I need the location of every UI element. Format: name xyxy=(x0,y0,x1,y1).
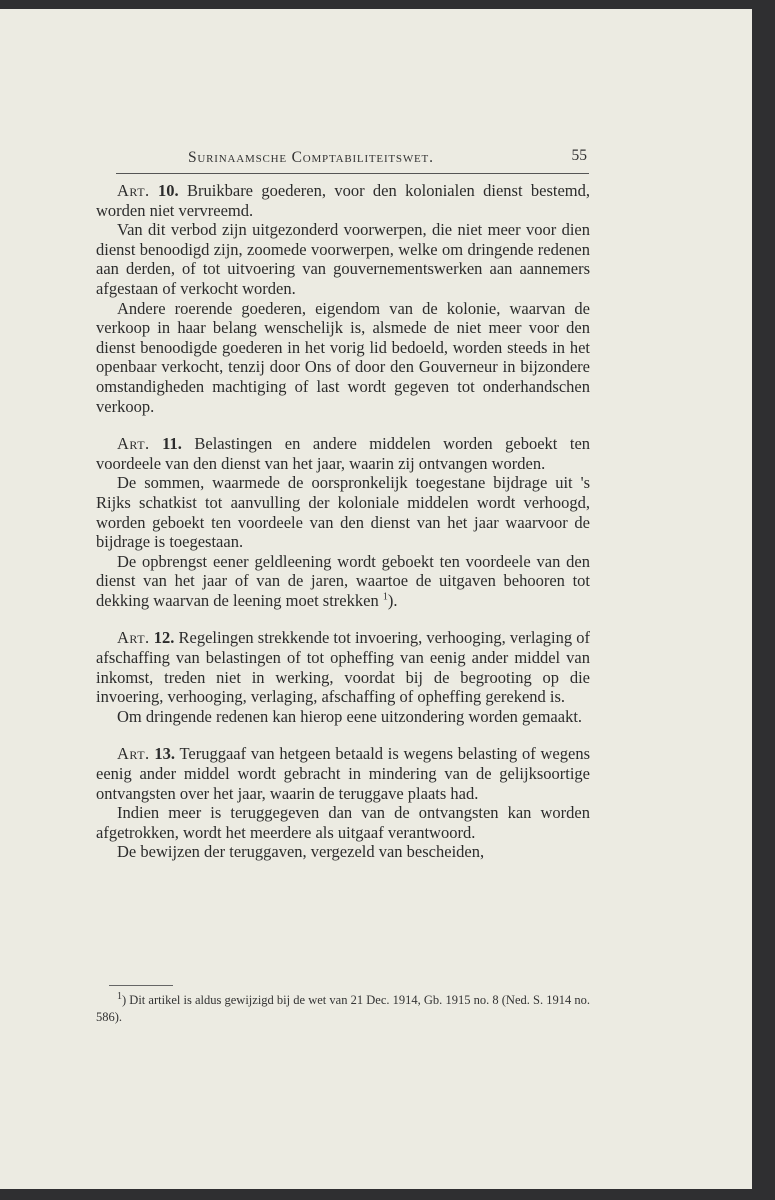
paragraph: Van dit verbod zijn uitgezonderd voorwerpen, die niet meer voor dien dienst benoodigd zijn, zoomede voorwerpen, welke om dringende redenen aan derden, of tot uitvoering van gouvernementswerken aan aannemers afgestaan of verkocht worden. xyxy=(96,220,590,298)
paragraph: De sommen, waarmede de oorspronkelijk toegestane bijdrage uit 's Rijks schatkist tot aanvulling der koloniale middelen wordt verhoogd, worden geboekt ten voordeele van den dienst van het jaar waarvoor de bijdrage is toegestaan. xyxy=(96,473,590,552)
article-number: 10. xyxy=(158,181,179,200)
running-title: Surinaamsche Comptabiliteitswet. xyxy=(188,149,434,166)
footnote xyxy=(96,992,590,1026)
paragraph: Regelingen strekkende tot invoering, verhooging, verlaging of afschaffing van belastingen of tot opheffing van eenig ander middel van inkomst, treden niet in werking, voordat bij de begrooting op die invoering, verhooging, verlaging, afschaffing of opheffing gerekend is. xyxy=(96,628,591,707)
footnote-divider xyxy=(109,985,173,986)
paragraph: Om dringende redenen kan hierop eene uitzondering worden gemaakt. xyxy=(117,706,583,726)
article-label: Art. xyxy=(117,744,150,764)
body-text xyxy=(96,181,590,880)
paragraph: Belastingen en andere middelen worden geboekt ten voordeele van den dienst van het jaar, waarin zij ontvangen worden. xyxy=(96,434,591,473)
article-12 xyxy=(96,628,590,726)
footnote-reference-suffix: ). xyxy=(387,590,398,610)
page-number: 55 xyxy=(571,147,587,164)
paragraph: Andere roerende goederen, eigendom van de kolonie, waarvan de verkoop in haar belang wenschelijk is, alsmede de niet meer voor den dienst benoodigde goederen in het vorig lid bedoeld, worden steeds in het openbaar verkocht, tenzij door Ons of door den Gouverneur in bijzondere omstandigheden machtiging of last wordt gegeven tot onderhandschen verkoop. xyxy=(96,298,590,416)
footnote-marker: 1 xyxy=(117,990,122,1002)
article-13 xyxy=(96,744,590,862)
article-label: Art. xyxy=(117,628,150,648)
article-label: Art. xyxy=(117,181,150,200)
paragraph: De bewijzen der teruggaven, vergezeld van bescheiden, xyxy=(117,842,485,862)
paragraph: Bruikbare goederen, voor den kolonialen dienst bestemd, worden niet vervreemd. xyxy=(96,181,591,220)
paragraph: De opbrengst eener geldleening wordt geboekt ten voordeele van den dienst van het jaar of van de jaren, waartoe de uitgaven behooren tot dekking waarvan de leening moet strekken xyxy=(96,551,590,610)
paragraph: Teruggaaf van hetgeen betaald is wegens belasting of wegens eenig ander middel wordt gebracht in mindering van de gelijksoortige ontvangsten over het jaar, waarin de teruggave plaats had. xyxy=(96,744,590,803)
article-10 xyxy=(96,181,590,416)
article-number: 11. xyxy=(162,434,182,454)
article-number: 13. xyxy=(154,744,176,764)
footnote-text: ) Dit artikel is aldus gewijzigd bij de wet van 21 Dec. 1914, Gb. 1915 no. 8 (Ned. S. 1914 no. 586). xyxy=(96,993,590,1024)
article-label: Art. xyxy=(117,434,150,454)
paragraph: Indien meer is teruggegeven dan van de ontvangsten kan worden afgetrokken, wordt het meerdere als uitgaaf verantwoord. xyxy=(96,803,590,842)
running-header xyxy=(116,145,589,174)
article-number: 12. xyxy=(153,628,175,648)
footnote-reference[interactable]: 1 xyxy=(382,591,388,603)
article-11 xyxy=(96,434,590,610)
